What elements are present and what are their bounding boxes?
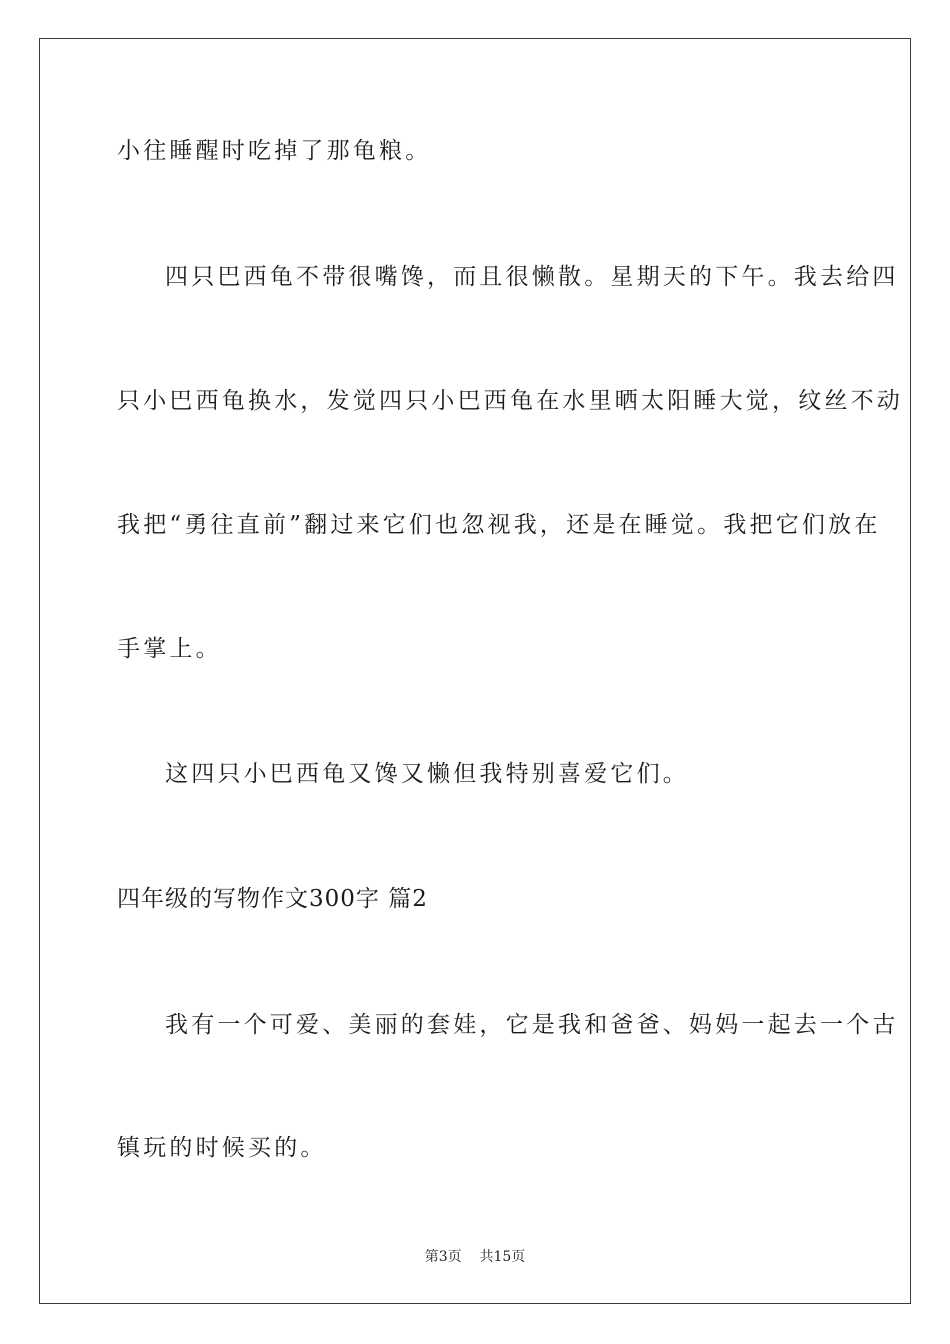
page-footer <box>0 1248 950 1266</box>
paragraph-line: 我有一个可爱、美丽的套娃，它是我和爸爸、妈妈一起去一个古 <box>165 1012 899 1038</box>
paragraph-line: 这四只小巴西龟又馋又懒但我特别喜爱它们。 <box>165 761 689 787</box>
page-border <box>39 38 911 1304</box>
paragraph-line: 镇玩的时候买的。 <box>117 1135 327 1161</box>
section-heading: 四年级的写物作文300字 篇2 <box>117 886 428 912</box>
paragraph-line: 手掌上。 <box>117 636 222 662</box>
paragraph-line: 我把“勇往直前”翻过来它们也忽视我，还是在睡觉。我把它们放在 <box>117 512 881 538</box>
paragraph-line: 四只巴西龟不带很嘴馋，而且很懒散。星期天的下午。我去给四 <box>165 264 899 290</box>
paragraph-line: 小往睡醒时吃掉了那龟粮。 <box>117 138 432 164</box>
page-number: 第3页 <box>424 1249 462 1265</box>
total-pages: 共15页 <box>479 1249 526 1265</box>
paragraph-line: 只小巴西龟换水，发觉四只小巴西龟在水里晒太阳睡大觉，纹丝不动 <box>117 388 903 414</box>
